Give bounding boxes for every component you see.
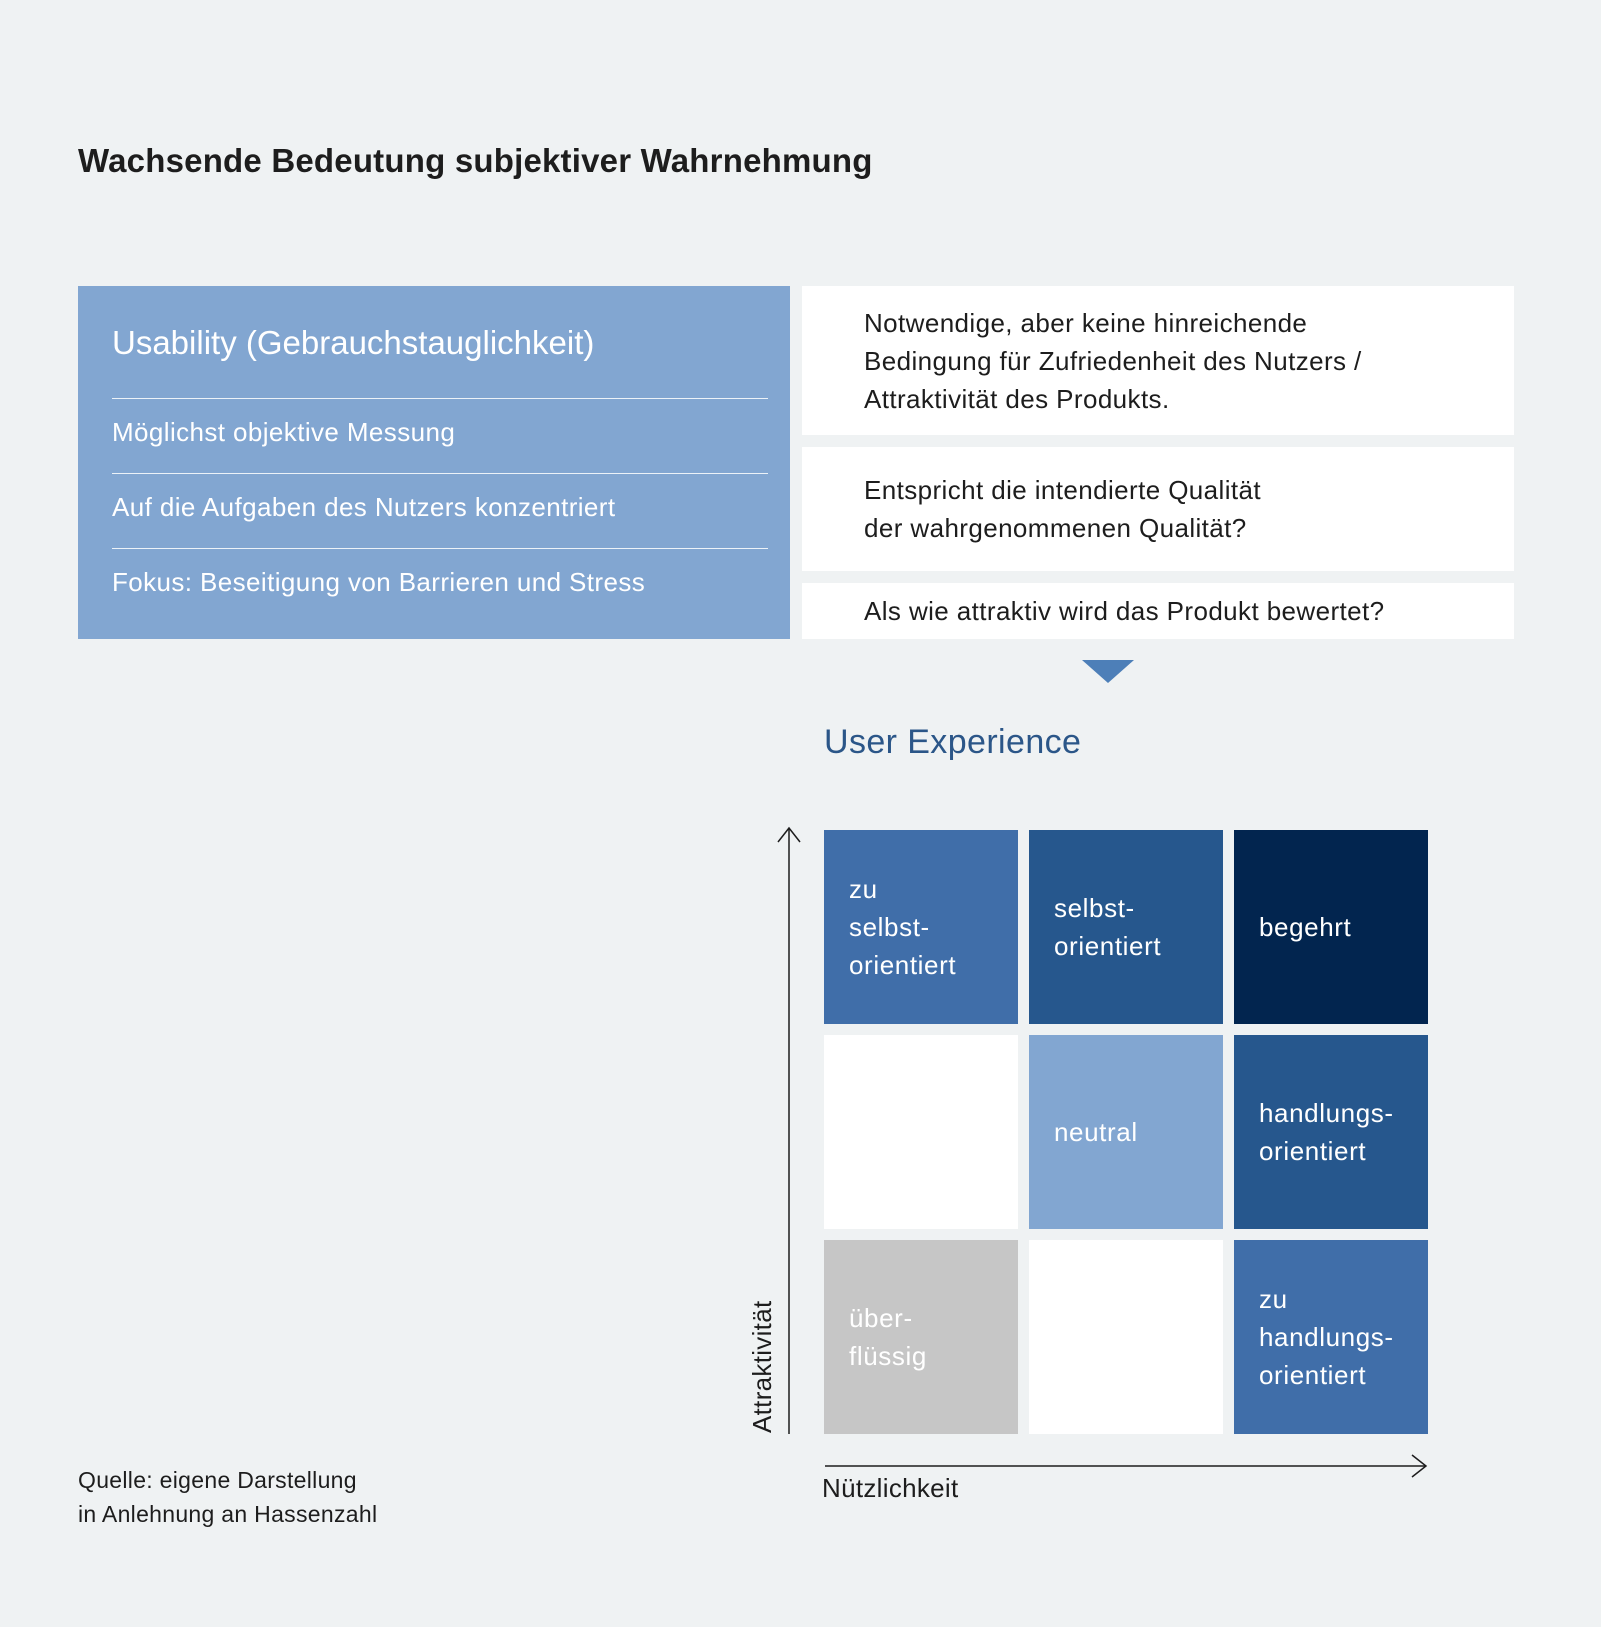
divider <box>112 548 768 549</box>
ux-matrix <box>824 830 1444 1450</box>
matrix-cell <box>1234 830 1428 1024</box>
matrix-cell-label: handlungs- orientiert <box>1259 1098 1394 1166</box>
y-axis-label: Attraktivität <box>747 1300 777 1433</box>
matrix-cell <box>1234 1035 1428 1229</box>
usability-item: Fokus: Beseitigung von Barrieren und Stress <box>112 567 646 597</box>
matrix-cell-label: selbst- orientiert <box>1054 893 1162 961</box>
divider <box>112 473 768 474</box>
usability-item: Möglichst objektive Messung <box>112 417 456 447</box>
source-note: Quelle: eigene Darstellung in Anlehnung an Hassenzahl <box>78 1467 378 1527</box>
usability-heading: Usability (Gebrauchstauglichkeit) <box>112 324 595 361</box>
matrix-cell <box>1029 1035 1223 1229</box>
matrix-cell-label <box>1054 1240 1214 1434</box>
panel-text: Als wie attraktiv wird das Produkt bewertet? <box>864 596 1385 626</box>
panel-attractiveness-question <box>802 583 1514 639</box>
panel-necessary-condition <box>802 286 1514 435</box>
matrix-cell <box>824 1240 1018 1434</box>
matrix-cell-label: über- flüssig <box>849 1303 927 1371</box>
matrix-cell-label: zu selbst- orientiert <box>849 874 957 980</box>
matrix-cell <box>1029 1240 1223 1434</box>
matrix-cell-label <box>849 1035 1009 1229</box>
matrix-cell <box>1029 830 1223 1024</box>
matrix-cell <box>824 1035 1018 1229</box>
matrix-cell <box>824 830 1018 1024</box>
usability-item: Auf die Aufgaben des Nutzers konzentriert <box>112 492 616 522</box>
matrix-cell-label: neutral <box>1054 1117 1138 1147</box>
ux-title: User Experience <box>824 723 1082 761</box>
matrix-cell-label: zu handlungs- orientiert <box>1259 1284 1394 1390</box>
page-title: Wachsende Bedeutung subjektiver Wahrnehmung <box>78 142 873 179</box>
usability-box <box>78 286 790 639</box>
x-axis-label: Nützlichkeit <box>822 1473 959 1503</box>
divider <box>112 398 768 399</box>
panel-quality-question <box>802 447 1514 571</box>
matrix-cell-label: begehrt <box>1259 912 1352 942</box>
panel-text: Notwendige, aber keine hinreichende Bedingung für Zufriedenheit des Nutzers / Attraktivität des Produkts. <box>864 308 1362 414</box>
panel-text: Entspricht die intendierte Qualität der wahrgenommenen Qualität? <box>864 475 1261 543</box>
matrix-cell <box>1234 1240 1428 1434</box>
arrow-down-icon <box>1082 660 1134 684</box>
